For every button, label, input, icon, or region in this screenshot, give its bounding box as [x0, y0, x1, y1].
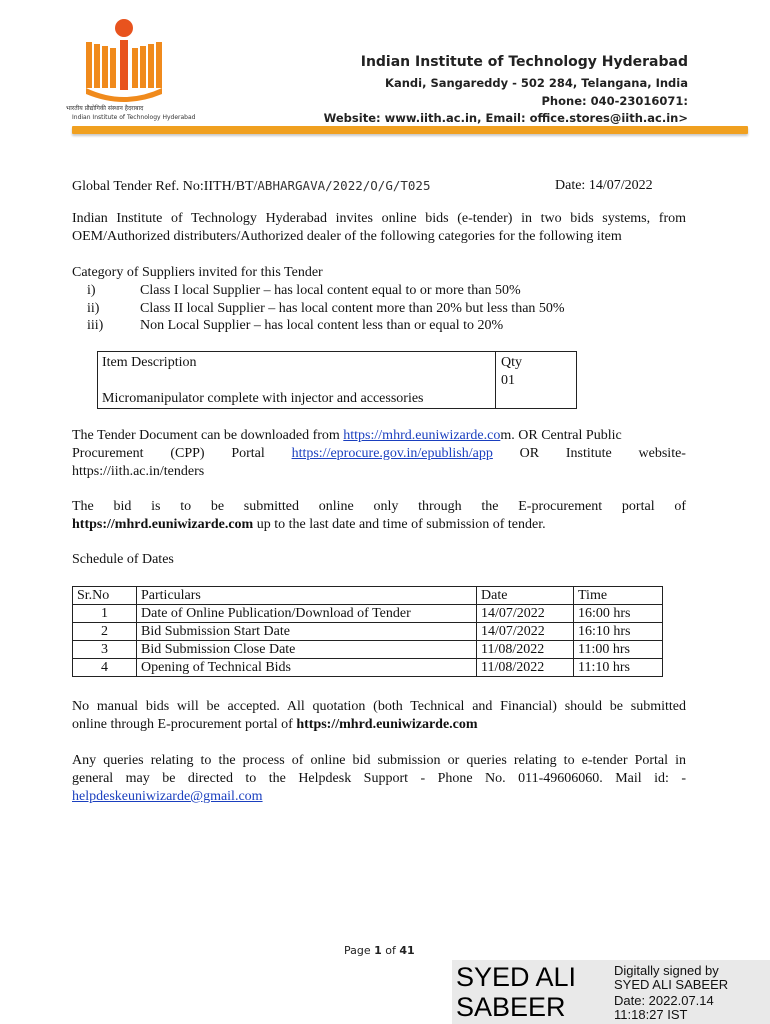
category-num-1: i)	[87, 283, 96, 298]
schedule-heading: Schedule of Dates	[72, 552, 174, 567]
queries-line-1: Any queries relating to the process of online bid submission or queries relating to e-tender Portal in	[72, 753, 686, 768]
page-current: 1	[374, 944, 382, 957]
schedule-date: 14/07/2022	[477, 605, 574, 623]
category-text-1: Class I local Supplier – has local content equal to or more than 50%	[140, 283, 521, 298]
page-number	[344, 944, 415, 957]
schedule-col-time: Time	[574, 587, 663, 605]
schedule-particular: Date of Online Publication/Download of Tender	[137, 605, 477, 623]
category-num-3: iii)	[87, 318, 104, 333]
signature-detail-1: Digitally signed by	[614, 963, 719, 978]
eprocure-link[interactable]: https://eprocure.gov.in/epublish/app	[291, 446, 493, 461]
institute-address: Kandi, Sangareddy - 502 284, Telangana, India	[385, 76, 688, 90]
euniwizarde-link[interactable]: https://mhrd.euniwizarde.co	[343, 428, 501, 443]
signer-name-line-2: SABEER	[456, 992, 566, 1022]
download-line-2	[72, 445, 686, 463]
download-line-1	[72, 427, 686, 445]
download-text-a: The Tender Document can be downloaded from	[72, 428, 344, 443]
tender-ref-label: Global Tender Ref. No:IITH/BT/	[72, 179, 258, 194]
page-total: 41	[399, 944, 415, 957]
iith-emblem-icon	[72, 16, 184, 106]
manual-portal-url: https://mhrd.euniwizarde.com	[296, 717, 478, 732]
manual-text: online through E-procurement portal of	[72, 717, 297, 732]
institute-name: Indian Institute of Technology Hyderabad	[360, 54, 688, 70]
download-text-b: m. OR Central Public	[500, 428, 622, 443]
table-row	[73, 623, 663, 641]
schedule-date: 11/08/2022	[477, 641, 574, 659]
signer-name-line-1: SYED ALI	[456, 962, 577, 992]
signature-detail-3: Date: 2022.07.14	[614, 993, 714, 1008]
institute-logo	[66, 16, 196, 124]
schedule-col-particulars: Particulars	[137, 587, 477, 605]
item-table	[97, 351, 577, 409]
tender-date: Date: 14/07/2022	[555, 178, 653, 193]
schedule-particular: Bid Submission Close Date	[137, 641, 477, 659]
schedule-date: 11/08/2022	[477, 659, 574, 677]
category-text-3: Non Local Supplier – has local content less than or equal to 20%	[140, 318, 504, 333]
table-row	[73, 659, 663, 677]
manual-line-1: No manual bids will be accepted. All quotation (both Technical and Financial) should be submitted	[72, 699, 686, 714]
queries-line-2: general may be directed to the Helpdesk Support - Phone No. 011-49606060. Mail id: -	[72, 771, 686, 786]
category-num-2: ii)	[87, 301, 100, 316]
submission-text: up to the last date and time of submission of tender.	[253, 517, 546, 532]
schedule-srno: 4	[73, 659, 137, 677]
schedule-srno: 1	[73, 605, 137, 623]
schedule-time: 16:10 hrs	[574, 623, 663, 641]
category-text-2: Class II local Supplier – has local content more than 20% but less than 50%	[140, 301, 565, 316]
page-of: of	[381, 944, 400, 957]
submission-line-2	[72, 516, 546, 534]
item-desc-value: Micromanipulator complete with injector and accessories	[102, 391, 424, 406]
download-word-cpp: (CPP)	[170, 446, 205, 461]
submission-line-1: The bid is to be submitted online only through the E-procurement portal of	[72, 499, 686, 514]
schedule-col-date: Date	[477, 587, 574, 605]
manual-line-2	[72, 716, 478, 734]
helpdesk-email-link[interactable]: helpdeskeuniwizarde@gmail.com	[72, 789, 263, 804]
page-label: Page	[344, 944, 375, 957]
institute-web-email: Website: www.iith.ac.in, Email: office.stores@iith.ac.in>	[323, 111, 688, 125]
download-word-institute: Institute	[565, 446, 612, 461]
schedule-col-srno: Sr.No	[73, 587, 137, 605]
download-word-portal: Portal	[231, 446, 265, 461]
table-row	[73, 605, 663, 623]
tender-ref-value: ABHARGAVA/2022/O/G/T025	[257, 178, 431, 193]
submission-portal-url: https://mhrd.euniwizarde.com	[72, 517, 254, 532]
schedule-time: 11:10 hrs	[574, 659, 663, 677]
signature-detail-2: SYED ALI SABEER	[614, 977, 729, 992]
schedule-srno: 2	[73, 623, 137, 641]
item-qty-header: Qty	[501, 355, 522, 370]
logo-hindi-text: भारतीय प्रौद्योगिकी संस्थान हैदराबाद	[66, 105, 144, 112]
header-divider	[72, 126, 748, 134]
intro-line-1: Indian Institute of Technology Hyderabad invites online bids (e-tender) in two bids systems, from	[72, 211, 686, 226]
download-word-or: OR	[519, 446, 540, 461]
schedule-date: 14/07/2022	[477, 623, 574, 641]
download-word-procurement: Procurement	[72, 446, 144, 461]
download-word-website: website-	[638, 446, 686, 461]
logo-english-text: Indian Institute of Technology Hyderabad	[72, 114, 196, 121]
signature-detail-4: 11:18:27 IST	[614, 1007, 688, 1022]
schedule-table	[72, 586, 663, 677]
schedule-particular: Bid Submission Start Date	[137, 623, 477, 641]
schedule-header-row	[73, 587, 663, 605]
tender-reference	[72, 177, 430, 196]
item-desc-header: Item Description	[102, 355, 197, 370]
table-row	[73, 641, 663, 659]
item-table-divider	[495, 352, 496, 408]
schedule-particular: Opening of Technical Bids	[137, 659, 477, 677]
schedule-time: 11:00 hrs	[574, 641, 663, 659]
schedule-srno: 3	[73, 641, 137, 659]
schedule-time: 16:00 hrs	[574, 605, 663, 623]
institute-phone: Phone: 040-23016071:	[541, 94, 688, 108]
intro-line-2: OEM/Authorized distributers/Authorized dealer of the following categories for the following item	[72, 229, 622, 244]
iith-tenders-url: https://iith.ac.in/tenders	[72, 464, 205, 479]
item-qty-value: 01	[501, 373, 515, 388]
digital-signature	[452, 960, 770, 1024]
category-heading: Category of Suppliers invited for this Tender	[72, 265, 323, 280]
